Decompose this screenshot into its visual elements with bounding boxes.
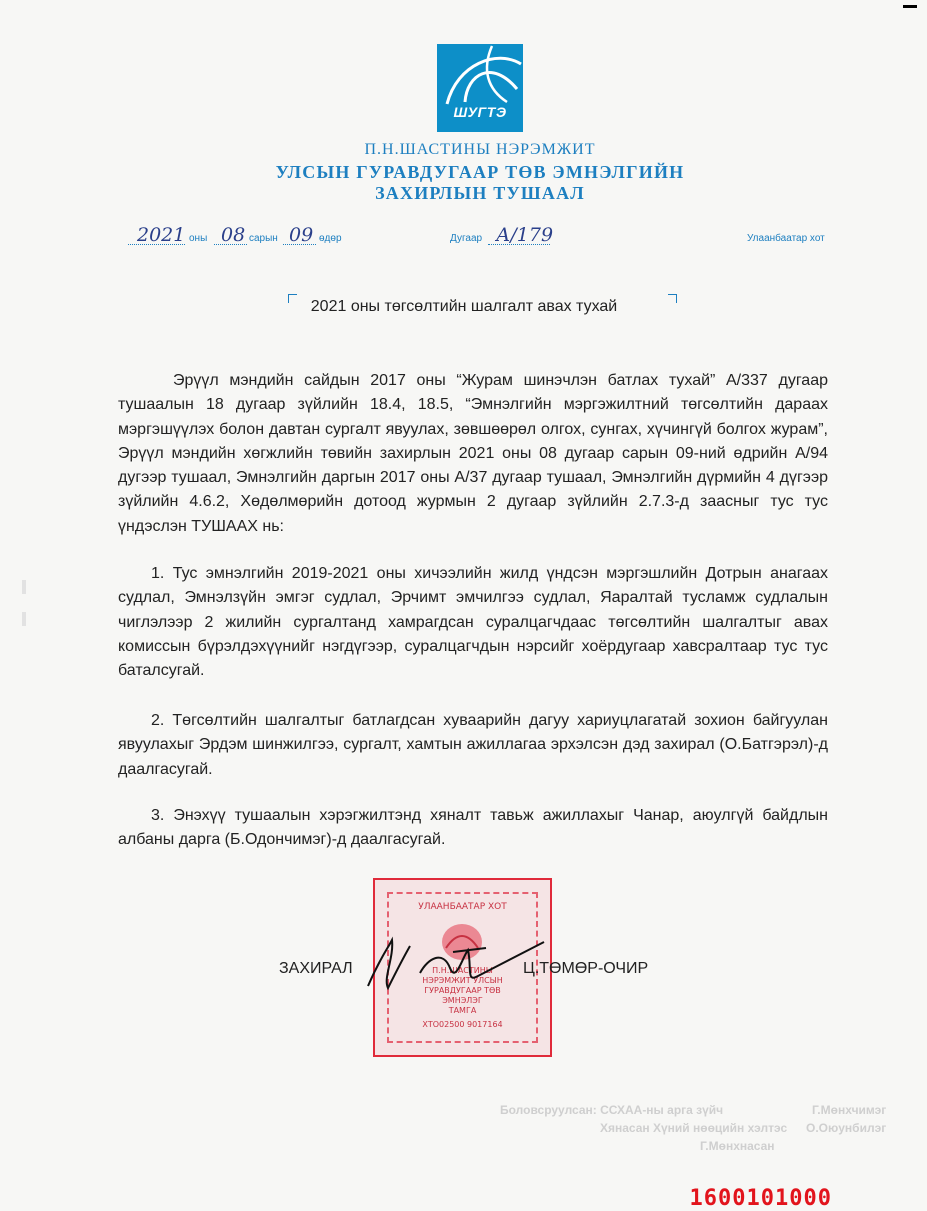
document-number: А/179 <box>496 224 554 246</box>
scan-artifact <box>22 580 26 594</box>
month-underline <box>214 244 247 245</box>
order-item-2 <box>118 709 828 782</box>
stamp-top-text: УЛААНБААТАР ХОТ <box>418 902 507 912</box>
order-title: 2021 оны төгсөлтийн шалгалт авах тухай <box>310 298 618 315</box>
handwritten-signature-icon <box>358 928 548 998</box>
year-label: оны <box>189 233 208 244</box>
hospital-logo <box>437 44 523 132</box>
date-year: 2021 <box>137 224 186 246</box>
footer-reviewer-name: Г.Мөнхнасан <box>700 1139 775 1153</box>
stamp-bottom-text: ХТО02500 9017164 <box>422 1020 503 1029</box>
year-underline <box>128 244 185 245</box>
date-month: 08 <box>221 224 246 246</box>
order-item-text: 2. Төгсөлтийн шалгалтыг батлагдсан хуваарийн дагуу хариуцлагатай зохион байгуулан явуулахыг Эрдэм шинжилгээ, сургалт, хамтын ажиллагаа эрхэлсэн дэд захирал (О.Батгэрэл)-д даалгасугай. <box>118 712 828 778</box>
scan-artifact <box>22 612 26 626</box>
number-underline <box>488 244 550 245</box>
footer-name-1: Г.Мөнхчимэг <box>812 1103 887 1117</box>
stamp-line-5: ТАМГА <box>448 1006 477 1015</box>
signer-position: ЗАХИРАЛ <box>279 960 353 977</box>
order-item-3 <box>118 804 828 853</box>
order-item-text: 1. Тус эмнэлгийн 2019-2021 оны хичээлийн жилд үндсэн мэргэшлийн Дотрын анагаах судлал, Эмнэлзүйн эмгэг судлал, Эрчимт эмчилгээ судлал, Яаралтай тусламж судлалын чиглэлээр 2 жилийн сургалтанд хамрагдсан суралцагчдаас төгсөлтийн шалгалтыг авах комиссын бүрэлдэхүүнийг нэгдүгээр, суралцагчдын нэрсийг хоёрдугаар хавсралтаар тус тус баталсугай. <box>118 565 828 680</box>
date-day: 09 <box>289 224 314 246</box>
stamp-line-2: НЭРЭМЖИТ УЛСЫН <box>422 976 503 985</box>
header-hospital-name: УЛСЫН ГУРАВДУГААР ТӨВ ЭМНЭЛГИЙН <box>275 162 685 182</box>
city-label: Улаанбаатар хот <box>747 233 825 244</box>
stamp-line-4: ЭМНЭЛЭГ <box>442 996 483 1005</box>
month-label: сарын <box>249 233 278 244</box>
logo-text: ШУГТЭ <box>453 104 507 120</box>
footer-reviewed-by: Хянасан Хүний нөөцийн хэлтэс <box>600 1121 788 1135</box>
order-item-1 <box>118 562 828 683</box>
serial-number: 1600101000 <box>689 1186 832 1211</box>
footer-prepared-by: Боловсруулсан: ССХАА-ны арга зүйч <box>500 1103 724 1117</box>
signer-name: Ц.ТӨМӨР-ОЧИР <box>523 960 649 977</box>
header-document-type: ЗАХИРЛЫН ТУШААЛ <box>375 183 585 203</box>
header-named-after: П.Н.ШАСТИНЫ НЭРЭМЖИТ <box>364 141 596 158</box>
footer-name-2: О.Оюунбилэг <box>806 1121 887 1135</box>
stamp-line-1: П.Н.ШАСТИНЫ <box>432 966 493 975</box>
number-label: Дугаар <box>450 233 483 244</box>
preamble-paragraph <box>118 369 828 539</box>
page-edge-mark <box>903 5 917 8</box>
order-item-text: 3. Энэхүү тушаалын хэрэгжилтэнд хяналт тавьж ажиллахыг Чанар, аюулгүй байдлын албаны дарга (Б.Одончимэг)-д даалгасугай. <box>118 807 828 849</box>
preamble-text: Эрүүл мэндийн сайдын 2017 оны “Журам шинэчлэн батлах тухай” А/337 дугаар тушаалын 18 дугаар зүйлийн 18.4, 18.5, “Эмнэлгийн мэргэжилтний төгсөлтийн дараах мэргэшүүлэх болон давтан сургалт явуулах, зөвшөөрөл олгох, сунгах, хүчингүй болгох журам”, Эрүүл мэндийн хөгжлийн төвийн захирлын 2021 оны 08 дугаар сарын 09-ний өдрийн А/94 дугээр тушаал, Эмнэлгийн даргын 2017 оны А/37 дугаар тушаал, Эмнэлгийн дүрмийн 4 дүгээр зүйлийн 4.6.2, Хөдөлмөрийн дотоод журмын 2 дугаар зүйлийн 2.7.3-д заасныг тус тус үндэслэн ТУШААХ нь: <box>118 372 828 535</box>
date-row <box>0 224 927 254</box>
stamp-line-3: ГУРАВДУГААР ТӨВ <box>424 986 501 995</box>
day-underline <box>283 244 316 245</box>
day-label: өдөр <box>319 233 342 244</box>
